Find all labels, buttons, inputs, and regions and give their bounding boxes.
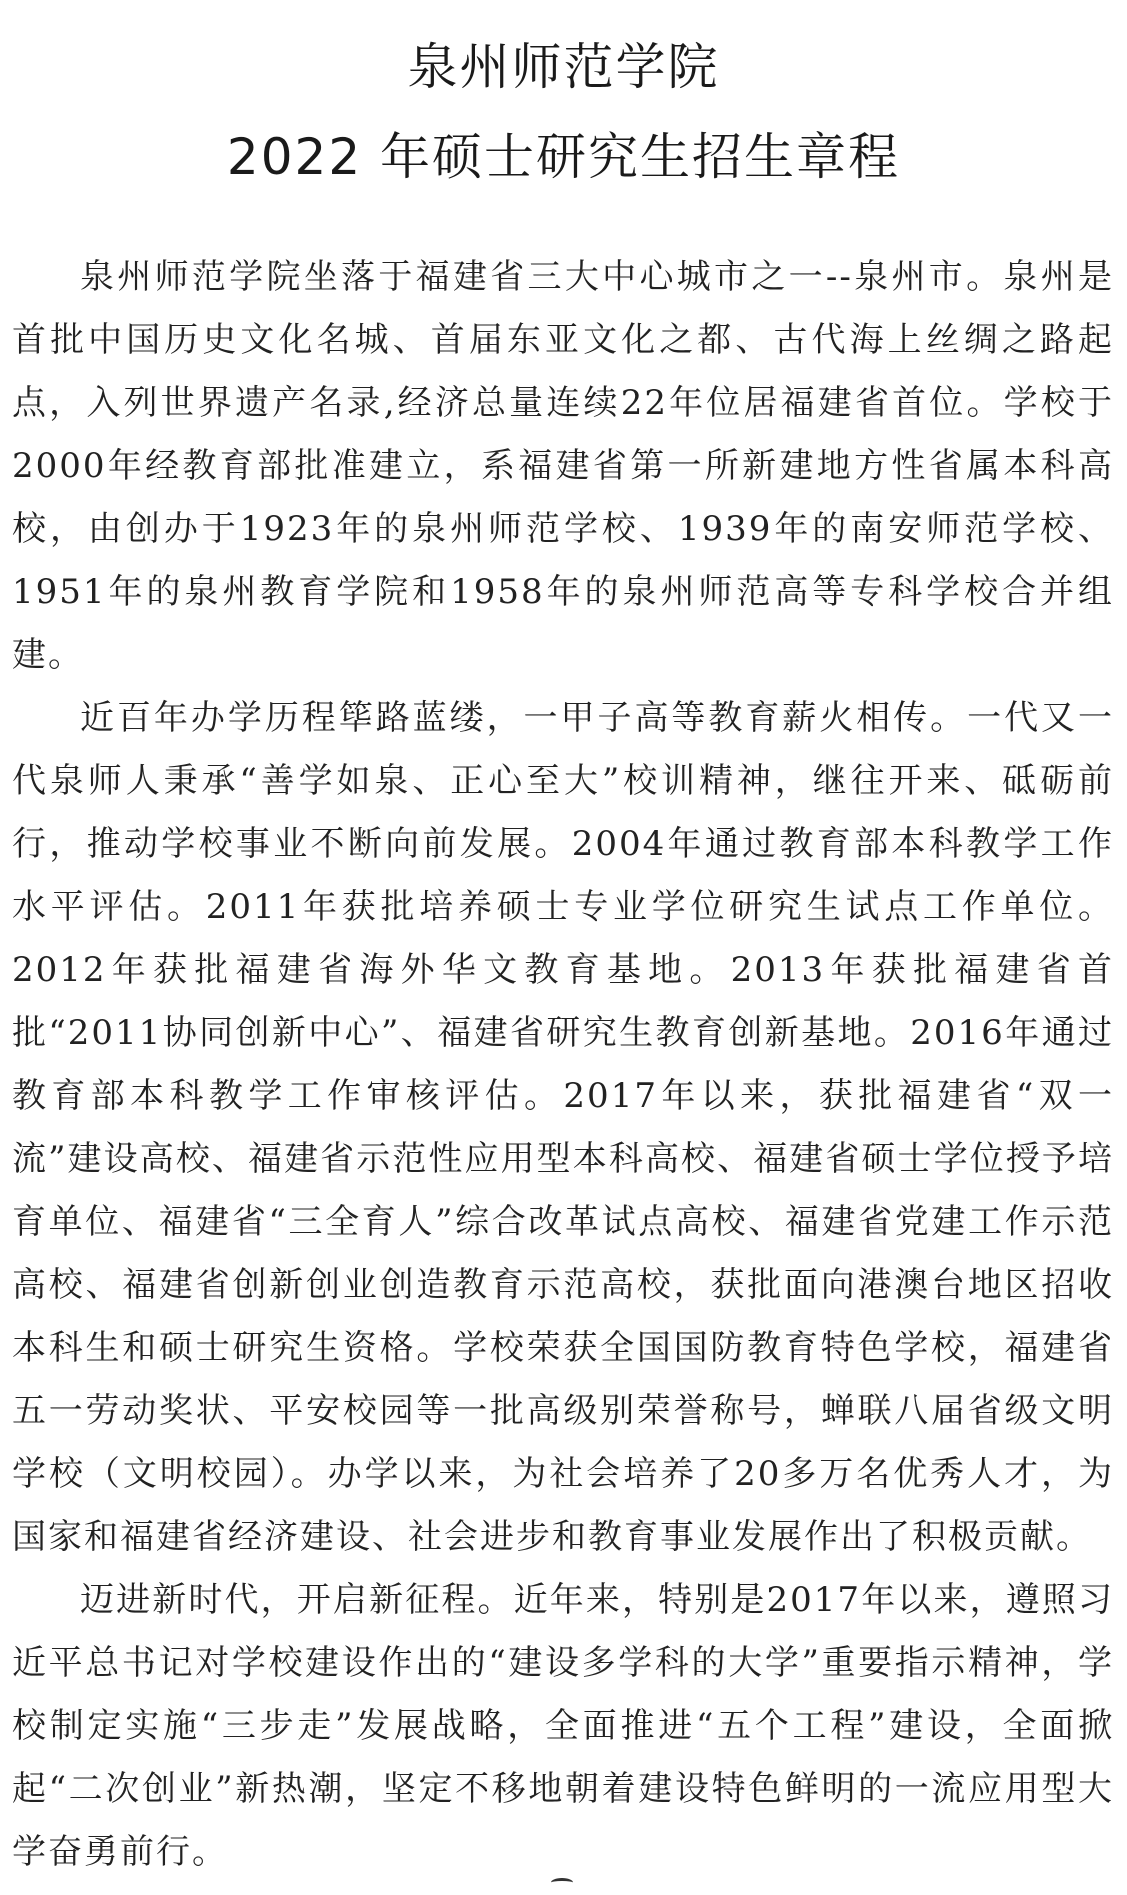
document-body — [12, 246, 1114, 1884]
paragraph-intro: 泉州师范学院坐落于福建省三大中心城市之一--泉州市。泉州是首批中国历史文化名城、首届东亚文化之都、古代海上丝绸之路起点，入列世界遗产名录,经济总量连续22年位居福建省首位。学校于2000年经教育部批准建立，系福建省第一所新建地方性省属本科高校，由创办于1923年的泉州师范学校、1939年的南安师范学校、1951年的泉州教育学院和1958年的泉州师范高等专科学校合并组建。 — [12, 257, 1114, 675]
paragraph-new-era: 迈进新时代，开启新征程。近年来，特别是2017年以来，遵照习近平总书记对学校建设作出的“建设多学科的大学”重要指示精神，学校制定实施“三步走”发展战略，全面推进“五个工程”建设，全面掀起“二次创业”新热潮，坚定不移地朝着建设特色鲜明的一流应用型大学奋勇前行。 — [12, 1580, 1114, 1872]
title-school-name: 泉州师范学院 — [407, 38, 720, 96]
title-admission-charter: 2022 年硕士研究生招生章程 — [226, 128, 901, 186]
document-title — [0, 22, 1127, 202]
paragraph-history: 近百年办学历程筚路蓝缕，一甲子高等教育薪火相传。一代又一代泉师人秉承“善学如泉、正心至大”校训精神，继往开来、砥砺前行，推动学校事业不断向前发展。2004年通过教育部本科教学工作水平评估。2011年获批培养硕士专业学位研究生试点工作单位。2012年获批福建省海外华文教育基地。2013年获批福建省首批“2011协同创新中心”、福建省研究生教育创新基地。2016年通过教育部本科教学工作审核评估。2017年以来，获批福建省“双一流”建设高校、福建省示范性应用型本科高校、福建省硕士学位授予培育单位、福建省“三全育人”综合改革试点高校、福建省党建工作示范高校、福建省创新创业创造教育示范高校，获批面向港澳台地区招收本科生和硕士研究生资格。学校荣获全国国防教育特色学校，福建省五一劳动奖状、平安校园等一批高级别荣誉称号，蝉联八届省级文明学校（文明校园）。办学以来，为社会培养了20多万名优秀人才，为国家和福建省经济建设、社会进步和教育事业发展作出了积极贡献。 — [12, 698, 1114, 1557]
page-footer-mark — [551, 1878, 573, 1887]
